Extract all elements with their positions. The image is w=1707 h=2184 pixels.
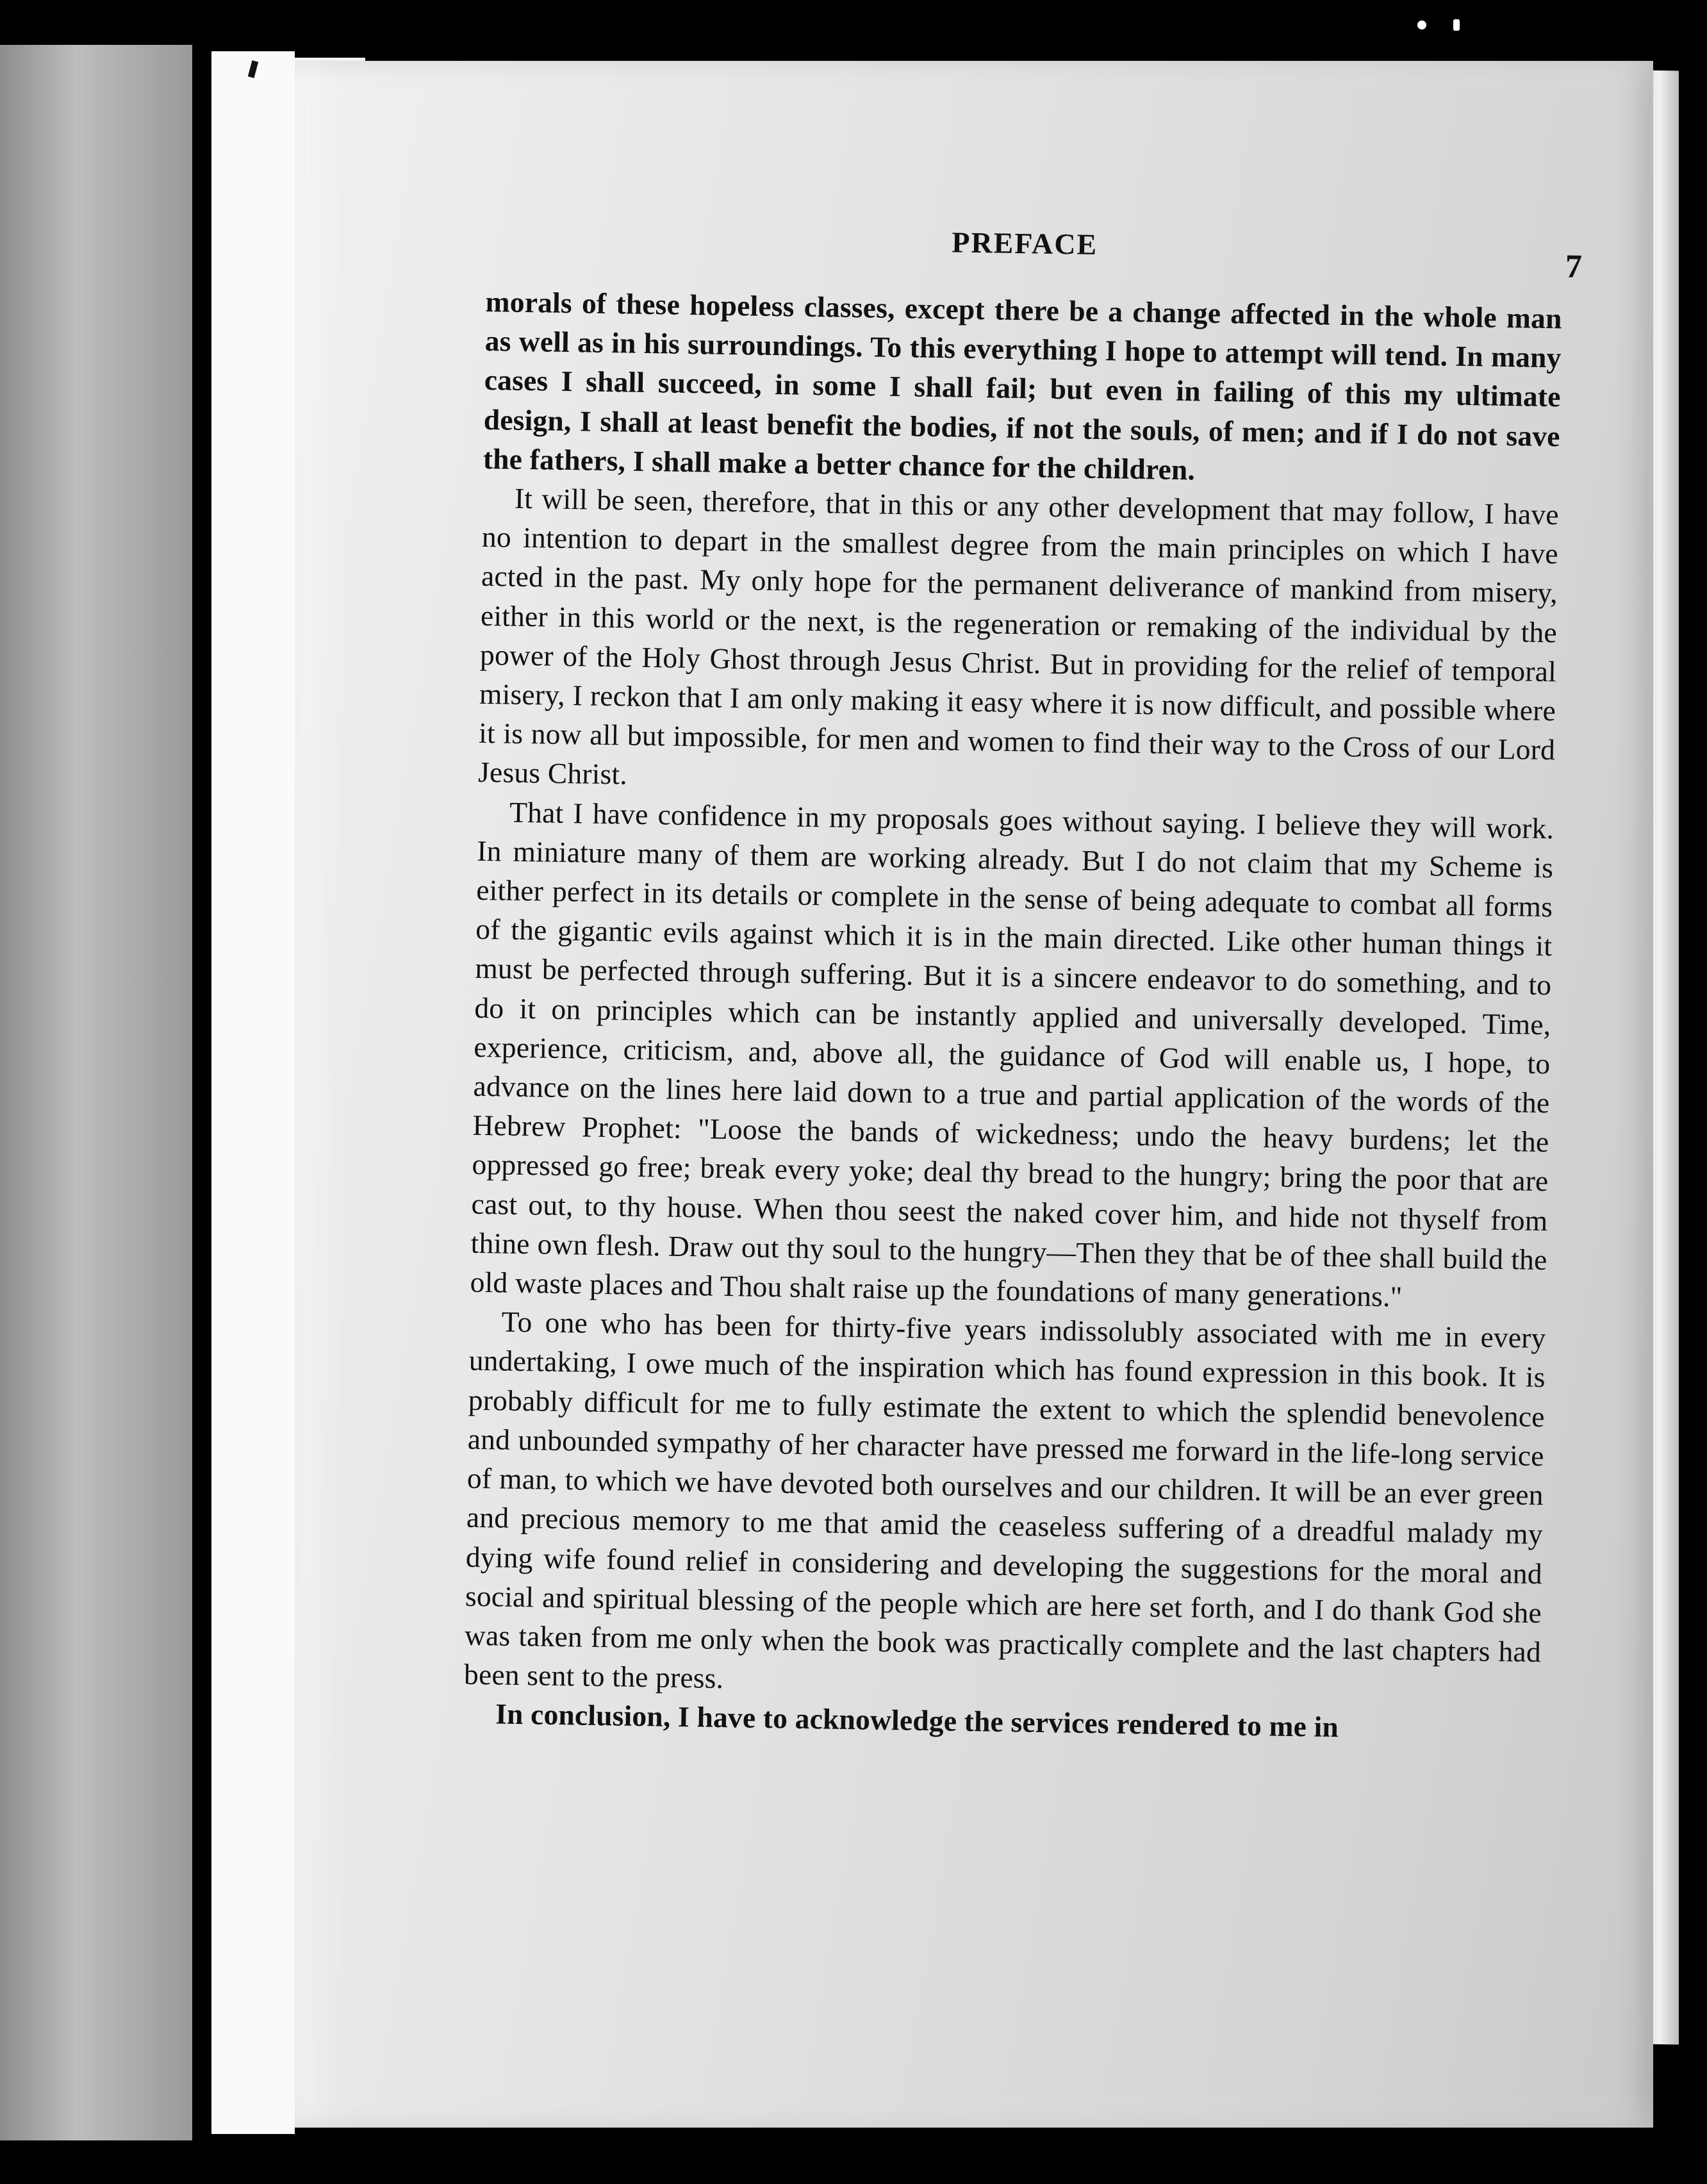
paragraph-3: That I have confidence in my proposals goes without saying. I believe they will work. In miniature many of them are working already. But I do not claim that my Scheme is either perfect in its details or complete in the sense of being adequate to combat all forms of the gigantic evils against which it is in the main directed. Like other human things it must be perfected through suffering. But it is a sincere endeavor to do something, and to do it on principles which can be instantly applied and universally developed. Time, experience, criticism, and, above all, the guidance of God will enable us, I hope, to advance on the lines here laid down to a true and partial application of the words of the Hebrew Prophet: "Loose the bands of wickedness; undo the heavy burdens; let the oppressed go free; break every yoke; deal thy bread to the hungry; bring the poor that are cast out, to thy house. When thou seest the naked cover him, and hide not thyself from thine own flesh. Draw out thy soul to the hungry—Then they that be of thee shall build the old waste places and Thou shalt raise up the foundations of many generations." — [470, 795, 1554, 1313]
scan-speck — [1417, 21, 1426, 29]
scan-speck — [1453, 19, 1460, 31]
page-number: 7 — [1565, 248, 1583, 285]
header-title: PREFACE — [952, 226, 1098, 261]
paragraph-2: It will be seen, therefore, that in this or any other development that may follow, I have no intention to depart in the smallest degree from the main principles on which I have acted in the past. My only hope for the permanent deliverance of mankind from misery, either in this world or the next, is the regeneration or remaking of the individual by the power of the Holy Ghost through Jesus Christ. But in providing for the relief of temporal misery, I reckon that I am only making it easy where it is now difficult, and possible where it is now all but impossible, for men and women to find their way to the Cross of our Lord Jesus Christ. — [477, 481, 1560, 791]
paragraph-5: In conclusion, I have to acknowledge the services rendered to me in — [495, 1697, 1339, 1744]
facing-page-edge — [0, 45, 192, 2140]
facing-page-margin — [211, 51, 295, 2134]
paragraph-4: To one who has been for thirty-five years indissolubly associated with me in every undertaking, I owe much of the inspiration which has found expression in this book. It is probably difficult for me to fully estimate the extent to which the splendid benevolence and unbounded sympathy of her character have pressed me forward in the life-long service of man, to which we have devoted both ourselves and our children. It will be an ever green and precious memory to me that amid the ceaseless suffering of a dreadful malady my dying wife found relief in considering and developing the suggestions for the moral and social and spiritual blessing of the people which are here set forth, and I do thank God she was taken from me only when the book was practically complete and the last chapters had been sent to the press. — [463, 1305, 1546, 1695]
paragraph-1: morals of these hopeless classes, except there be a change affected in the whole man as well as in his surroundings. To this everything I hope to attempt will tend. In many cases I shall succeed, in some I shall fail; but even in failing of this my ultimate design, I shall at least benefit the bodies, if not the souls, of men; and if I do not save the fathers, I shall make a better chance for the children. — [482, 285, 1562, 486]
page-content — [463, 211, 1583, 1750]
